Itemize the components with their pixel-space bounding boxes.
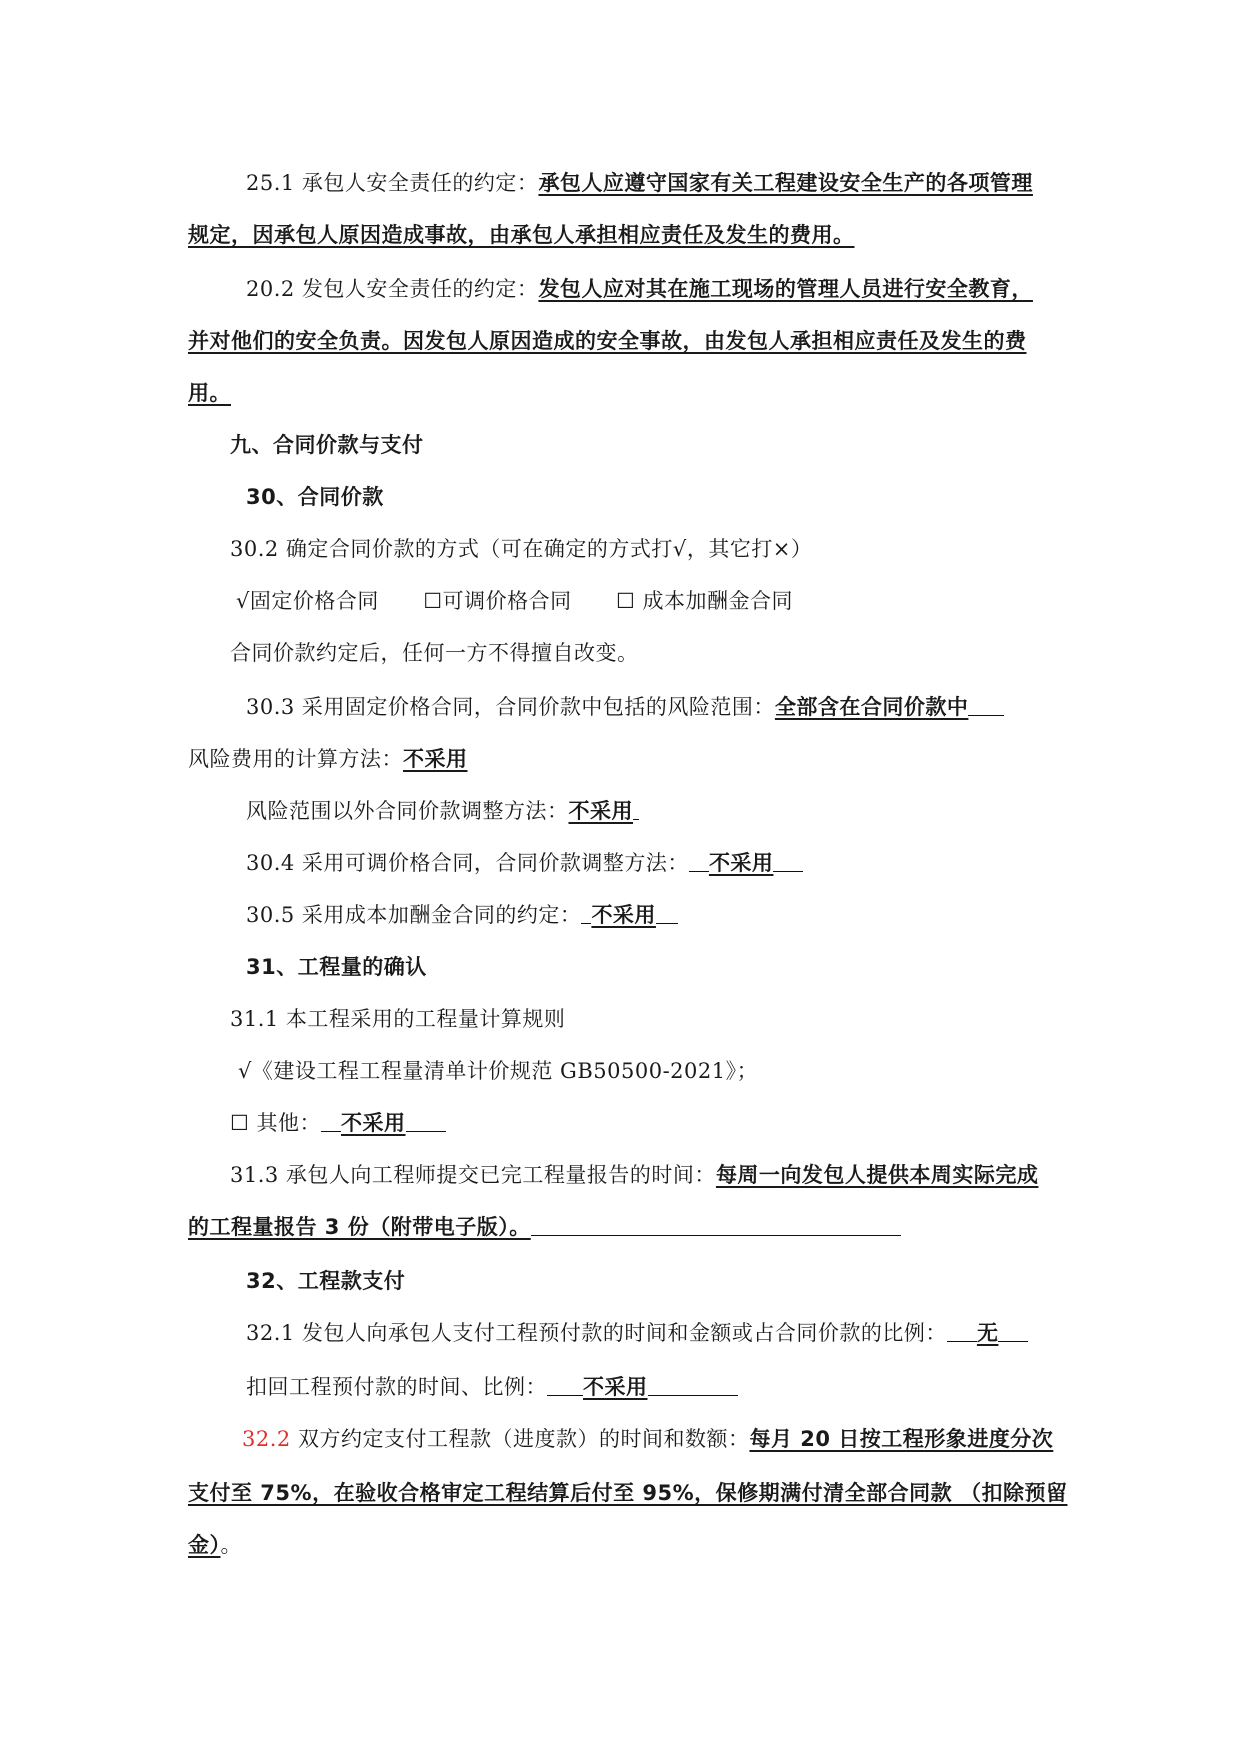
clause-30-3 [246, 692, 1004, 722]
section-32-heading: 32、工程款支付 [246, 1269, 406, 1293]
clause-20-2-line2 [188, 326, 1027, 356]
blank-underline [947, 1319, 977, 1342]
advance-deduction [246, 1372, 738, 1402]
clause-label: 30.5 采用成本加酬金合同的约定： [246, 903, 582, 927]
section-30-heading: 30、合同价款 [246, 485, 384, 509]
clause-30-2: 30.2 确定合同价款的方式（可在确定的方式打√，其它打×） [230, 537, 813, 561]
clause-label: ☐ 其他： [230, 1111, 322, 1135]
filled-value: 发包人应对其在施工现场的管理人员进行安全教育， [538, 277, 1033, 301]
clause-label: 32.1 发包人向承包人支付工程预付款的时间和金额或占合同价款的比例： [246, 1321, 947, 1345]
clause-30-5 [246, 900, 678, 930]
option-adjustable-price: ☐可调价格合同 [423, 589, 572, 613]
clause-32-2-line1 [242, 1424, 1053, 1454]
blank-underline [633, 797, 639, 820]
clause-number-highlight: 32.2 [242, 1427, 291, 1451]
clause-25-1-line1 [246, 168, 1033, 198]
clause-label: 25.1 承包人安全责任的约定： [246, 171, 539, 195]
filled-value: 不采用 [591, 903, 656, 927]
filled-value: 不采用 [708, 851, 774, 875]
blank-underline [321, 1109, 341, 1132]
blank-underline [968, 693, 1004, 716]
filled-value: 用。 [188, 381, 231, 405]
section-9-heading: 九、合同价款与支付 [230, 433, 424, 457]
filled-value: 金） [188, 1533, 221, 1557]
filled-value: 不采用 [403, 747, 468, 771]
clause-label: 30.3 采用固定价格合同，合同价款中包括的风险范围： [246, 695, 775, 719]
clause-32-2-line3 [188, 1530, 242, 1560]
blank-underline [656, 901, 678, 924]
blank-underline [547, 1373, 583, 1396]
clause-label: 双方约定支付工程款（进度款）的时间和数额： [290, 1427, 750, 1451]
price-note: 合同价款约定后，任何一方不得擅自改变。 [230, 641, 639, 665]
clause-20-2-line3 [188, 378, 231, 408]
filled-value: 规定，因承包人原因造成事故，由承包人承担相应责任及发生的费用。 [188, 223, 855, 247]
rule-option-gb50500: √《建设工程工程量清单计价规范 GB50500-2021》； [238, 1059, 759, 1083]
filled-value: 每月 20 日按工程形象进度分次 [749, 1427, 1054, 1451]
clause-32-2-line2 [188, 1478, 1067, 1508]
clause-31-3-line2 [188, 1212, 901, 1242]
filled-value: 不采用 [583, 1375, 648, 1399]
blank-underline [648, 1373, 738, 1396]
clause-label: 风险范围以外合同价款调整方法： [246, 799, 569, 823]
blank-underline [581, 901, 591, 924]
filled-value: 支付至 75%，在验收合格审定工程结算后付至 95%，保修期满付清全部合同款 （扣除预留 [188, 1481, 1068, 1505]
blank-underline [773, 849, 803, 872]
filled-value: 不采用 [568, 799, 633, 823]
risk-adjust-method [246, 796, 639, 826]
filled-value: 全部含在合同价款中 [774, 695, 969, 719]
rule-option-other [230, 1108, 446, 1138]
filled-value: 不采用 [341, 1111, 406, 1135]
clause-25-1-line2 [188, 220, 855, 250]
clause-32-1 [246, 1318, 1028, 1348]
clause-label: 31.3 承包人向工程师提交已完工程量报告的时间： [230, 1163, 716, 1187]
blank-underline [689, 849, 709, 872]
option-cost-plus: ☐ 成本加酬金合同 [615, 589, 793, 613]
section-31-heading: 31、工程量的确认 [246, 955, 427, 979]
blank-underline [531, 1213, 901, 1236]
clause-label: 扣回工程预付款的时间、比例： [246, 1375, 547, 1399]
blank-underline [998, 1319, 1028, 1342]
risk-fee-method [188, 744, 468, 774]
clause-31-3-line1 [230, 1160, 1038, 1190]
filled-value: 每周一向发包人提供本周实际完成 [715, 1163, 1039, 1187]
filled-value: 的工程量报告 3 份（附带电子版）。 [188, 1215, 531, 1239]
punctuation: 。 [220, 1533, 242, 1557]
filled-value: 并对他们的安全负责。因发包人原因造成的安全事故，由发包人承担相应责任及发生的费 [188, 329, 1027, 353]
clause-label: 风险费用的计算方法： [188, 747, 403, 771]
clause-20-2-line1 [246, 274, 1033, 304]
clause-label: 20.2 发包人安全责任的约定： [246, 277, 539, 301]
clause-31-1: 31.1 本工程采用的工程量计算规则 [230, 1007, 566, 1031]
filled-value: 承包人应遵守国家有关工程建设安全生产的各项管理 [538, 171, 1033, 195]
clause-label: 30.4 采用可调价格合同，合同价款调整方法： [246, 851, 689, 875]
price-type-options [236, 586, 793, 616]
option-fixed-price: √固定价格合同 [236, 589, 379, 613]
filled-value: 无 [976, 1321, 999, 1345]
blank-underline [406, 1109, 446, 1132]
clause-30-4 [246, 848, 803, 878]
